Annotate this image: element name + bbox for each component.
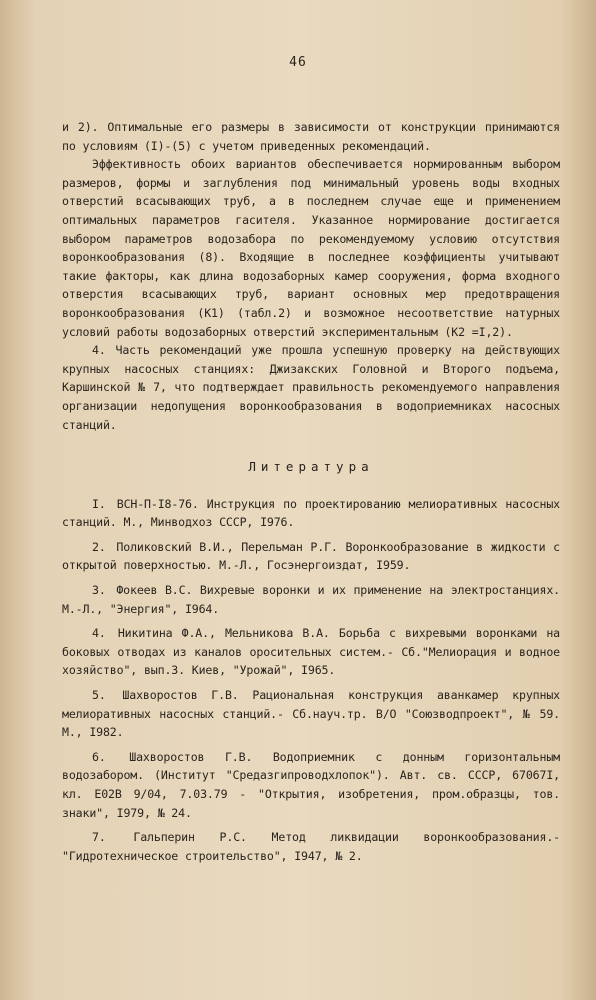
reference-text: Никитина Ф.А., Мельникова В.А. Борьба с вихревыми воронками на боковых отводах из каналов оросительных систем.- Сб."Мелиорация и водное хозяйство", вып.3. Киев, "Урожай", I965. (62, 626, 560, 678)
reference-text: Шахворостов Г.В. Рациональная конструкция аванкамер крупных мелиоративных насосных станций.- Сб.науч.тр. В/О "Союзводпроект", № 59. М., I982. (62, 688, 560, 740)
reference-text: Поликовский В.И., Перельман Р.Г. Воронкообразование в жидкости с открытой поверхностью. М.-Л., Госэнергоиздат, I959. (62, 539, 560, 573)
reference-number: 3. (92, 583, 106, 598)
reference-number: 5. (92, 688, 106, 703)
reference-number: 6. (92, 749, 106, 764)
paragraph-3: 4. Часть рекомендаций уже прошла успешную проверку на действующих крупных насосных станциях: Джизакских Головной и Второго подъема, Каршинской № 7, что подтверждает правильность рекомендуемого направления организации недопущения воронкообразования в водоприемниках насосных станций. (62, 343, 560, 432)
reference-number: 2. (92, 539, 106, 554)
reference-item (62, 828, 560, 865)
page-number: 46 (289, 55, 307, 70)
paragraph-2: Эффективность обоих вариантов обеспечивается нормированным выбором размеров, формы и заглубления под минимальный уровень воды входных отверстий всасывающих труб, а в последнем случае еще и применением оптимальных параметров гасителя. Указанное нормирование достигается выбором параметров водозабора по рекомендуемому условию отсутствия воронкообразования (8). Входящие в последнее коэффициенты учитывают такие факторы, как длина водозаборных камер сооружения, форма входного отверстия всасывающих труб, вариант основных мер предотвращения воронкообразования (K1) (табл.2) и возможное несоответствие натурных условий работы водозаборных отверстий экспериментальным (K2 =I,2). (62, 157, 560, 339)
literature-heading: Литература (248, 459, 374, 475)
reference-list (62, 495, 560, 866)
reference-item (62, 581, 560, 618)
reference-text: Фокеев В.С. Вихревые воронки и их применение на электростанциях. М.-Л., "Энергия", I964. (62, 583, 560, 616)
paragraph-1: и 2). Оптимальные его размеры в зависимости от конструкции принимаются по условиям (I)-(5) с учетом приведенных рекомендаций. (62, 120, 560, 153)
reference-text: Гальперин Р.С. Метод ликвидации воронкообразования.- "Гидротехническое строительство", I947, № 2. (62, 830, 560, 863)
reference-text: ВСН-П-I8-76. Инструкция по проектированию мелиоративных насосных станций. М., Минводхоз СССР, I976. (62, 496, 560, 530)
body-text (62, 118, 560, 871)
reference-text: Шахворостов Г.В. Водоприемник с донным горизонтальным водозабором. (Институт "Средазгипроводхлопок"). Авт. св. СССР, 67067I, кл. Е02В 9/04, 7.03.79 - "Открытия, изобретения, пром.образцы, тов. знаки", I979, № 24. (62, 749, 560, 820)
reference-number: 7. (92, 830, 106, 845)
reference-item (62, 624, 560, 680)
reference-number: I. (92, 496, 106, 511)
reference-item (62, 495, 560, 532)
reference-item (62, 748, 560, 822)
reference-number: 4. (92, 626, 106, 641)
reference-item (62, 686, 560, 742)
reference-item (62, 538, 560, 575)
